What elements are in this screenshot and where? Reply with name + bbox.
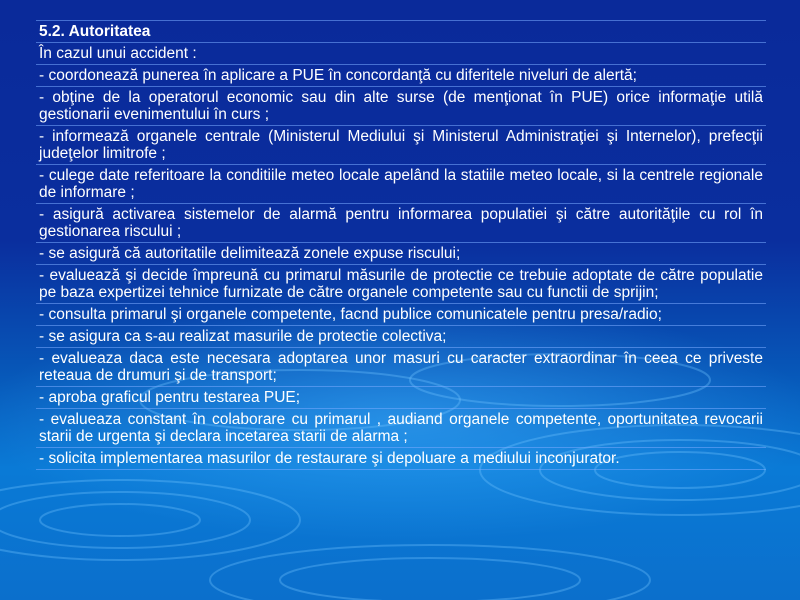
content-textbox [36,20,766,470]
text-line: - evalueaza daca este necesara adoptarea unor masuri cu caracter extraordinar în ceea ce priveste reteaua de drumuri şi de transport; [36,348,766,387]
text-line: - obţine de la operatorul economic sau din alte surse (de menţionat în PUE) orice informaţie utilă gestionarii evenimentului în curs ; [36,87,766,126]
section-heading: 5.2. Autoritatea [36,20,766,43]
text-line: - culege date referitoare la conditiile meteo locale apelând la statiile meteo locale, si la centrele regionale de informare ; [36,165,766,204]
text-line: - evalueaza constant în colaborare cu primarul , audiand organele competente, oportunitatea revocarii starii de urgenta şi declara incetarea starii de alarma ; [36,409,766,448]
text-line: - coordonează punerea în aplicare a PUE în concordanţă cu diferitele niveluri de alertă; [36,65,766,87]
text-line: - asigură activarea sistemelor de alarmă pentru informarea populatiei şi către autorităţile cu rol în gestionarea riscului ; [36,204,766,243]
text-line: - informează organele centrale (Ministerul Mediului şi Ministerul Administraţiei şi Internelor), prefecţii judeţelor limitrofe ; [36,126,766,165]
text-line: - aproba graficul pentru testarea PUE; [36,387,766,409]
text-line: - consulta primarul şi organele competente, facnd publice comunicatele pentru presa/radio; [36,304,766,326]
text-line: - se asigura ca s-au realizat masurile de protectie colectiva; [36,326,766,348]
text-line: În cazul unui accident : [36,43,766,65]
text-line: - evaluează şi decide împreună cu primarul măsurile de protectie ce trebuie adoptate de către populatie pe baza expertizei tehnice furnizate de către organele competente sau cu functii de sprijin; [36,265,766,304]
text-line: - solicita implementarea masurilor de restaurare şi depoluare a mediului inconjurator. [36,448,766,470]
text-line: - se asigură că autoritatile delimitează zonele expuse riscului; [36,243,766,265]
